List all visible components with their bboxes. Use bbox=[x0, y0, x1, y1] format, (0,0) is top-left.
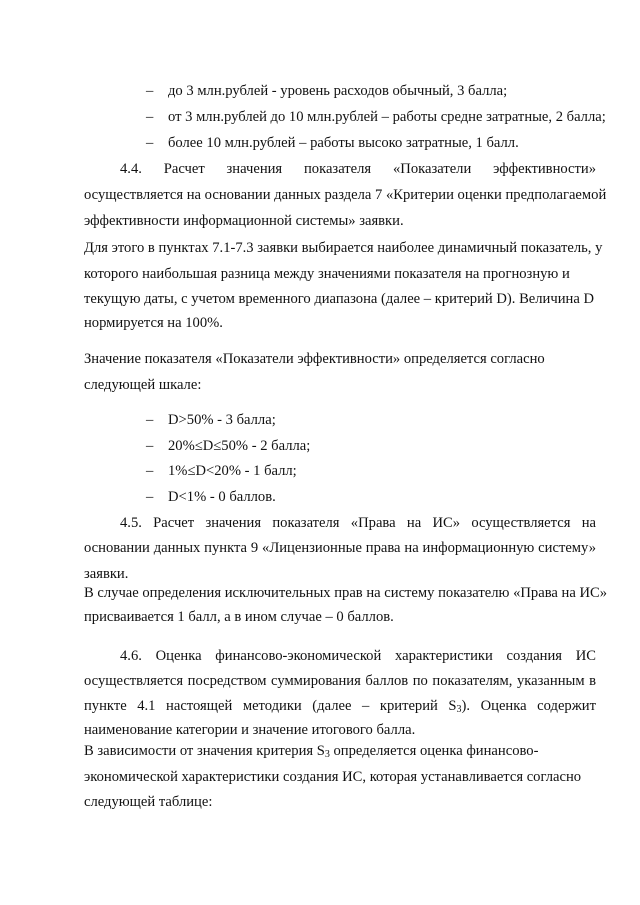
section-4-4-line-2: осуществляется на основании данных раздела 7 «Критерии оценки предполагаемой bbox=[84, 187, 607, 203]
section-4-4-line-1: 4.4. Расчет значения показателя «Показатели эффективности» bbox=[120, 161, 596, 177]
criterion-d-line-1: Для этого в пунктах 7.1-7.3 заявки выбирается наиболее динамичный показатель, у bbox=[84, 240, 603, 256]
section-4-6-line-2: осуществляется посредством суммирования баллов по показателям, указанным в bbox=[84, 673, 596, 689]
section-4-4-line-3: эффективности информационной системы» заявки. bbox=[84, 213, 404, 229]
assessment-line-1: В зависимости от значения критерия $S_3$ определяется оценка финансово- bbox=[84, 743, 539, 760]
section-4-5-line-2: основании данных пункта 9 «Лицензионные права на информационную систему» bbox=[84, 540, 596, 556]
section-4-6-line-3: пункте 4.1 настоящей методики (далее – критерий $S_3$). Оценка содержит bbox=[84, 698, 596, 715]
criterion-d-line-3: текущую даты, с учетом временного диапазона (далее – критерий D). Величина D bbox=[84, 291, 594, 307]
rights-line-1: В случае определения исключительных прав на систему показателю «Права на ИС» bbox=[84, 585, 608, 601]
section-4-5-line-1: 4.5. Расчет значения показателя «Права на ИС» осуществляется на bbox=[120, 515, 596, 531]
scale-intro-line-1: Значение показателя «Показатели эффективности» определяется согласно bbox=[84, 351, 545, 367]
assessment-line-2: экономической характеристики создания ИС, которая устанавливается согласно bbox=[84, 769, 582, 785]
criterion-d-line-2: которого наибольшая разница между значениями показателя на прогнозную и bbox=[84, 266, 570, 282]
section-4-6-line-1: 4.6. Оценка финансово-экономической характеристики создания ИС bbox=[120, 648, 596, 664]
criterion-d-line-4: нормируется на 100%. bbox=[84, 315, 223, 331]
assessment-line-3: следующей таблице: bbox=[84, 794, 213, 810]
rights-line-2: присваивается 1 балл, а в ином случае – 0 баллов. bbox=[84, 609, 394, 625]
document-page: – до 3 млн.рублей - уровень расходов обычный, 3 балла; – от 3 млн.рублей до 10 млн.рублей – работы средне затратные, 2 балла; – более 10 млн.рублей – работы высоко затратные, 1 балл. 4.4. Расчет значения показателя «Показатели эффективности» осуществляется на основании данных раздела 7 «Критерии оценки предполагаемой эффективности информационной системы» заявки. Для этого в пунктах 7.1-7.3 заявки выбирается наиболее динамичный показатель, у которого наибольшая разница между значениями показателя на прогнозную и текущую даты, с учетом временного диапазона (далее – критерий D). Величина D нормируется на 100%. Значение показателя «Показатели эффективности» определяется согласно следующей шкале: – D>50% - 3 балла; – 20%≤D≤50% - 2 балла; – 1%≤D<20% - 1 балл; – D<1% - 0 баллов. 4.5. Расчет значения показателя «Права на ИС» осуществляется на основании данных пункта 9 «Лицензионные права на информационную систему» заявки. В случае определения исключительных прав на систему показателю «Права на ИС» присваивается 1 балл, а в ином случае – 0 баллов. 4.6. Оценка финансово-экономической характеристики создания ИС осуществляется посредством суммирования баллов по показателям, указанным в пункте 4.1 настоящей методики (далее – критерий $S_3$). Оценка содержит наименование категории и значение итогового балла. В зависимости от значения критерия $S_3$ определяется оценка финансово- экономической характеристики создания ИС, которая устанавливается согласно следующей таблице: bbox=[84, 83, 608, 810]
section-4-5-line-3: заявки. bbox=[84, 566, 129, 582]
section-4-6-line-4: наименование категории и значение итогового балла. bbox=[84, 722, 416, 738]
scale-intro-line-2: следующей шкале: bbox=[84, 377, 202, 393]
